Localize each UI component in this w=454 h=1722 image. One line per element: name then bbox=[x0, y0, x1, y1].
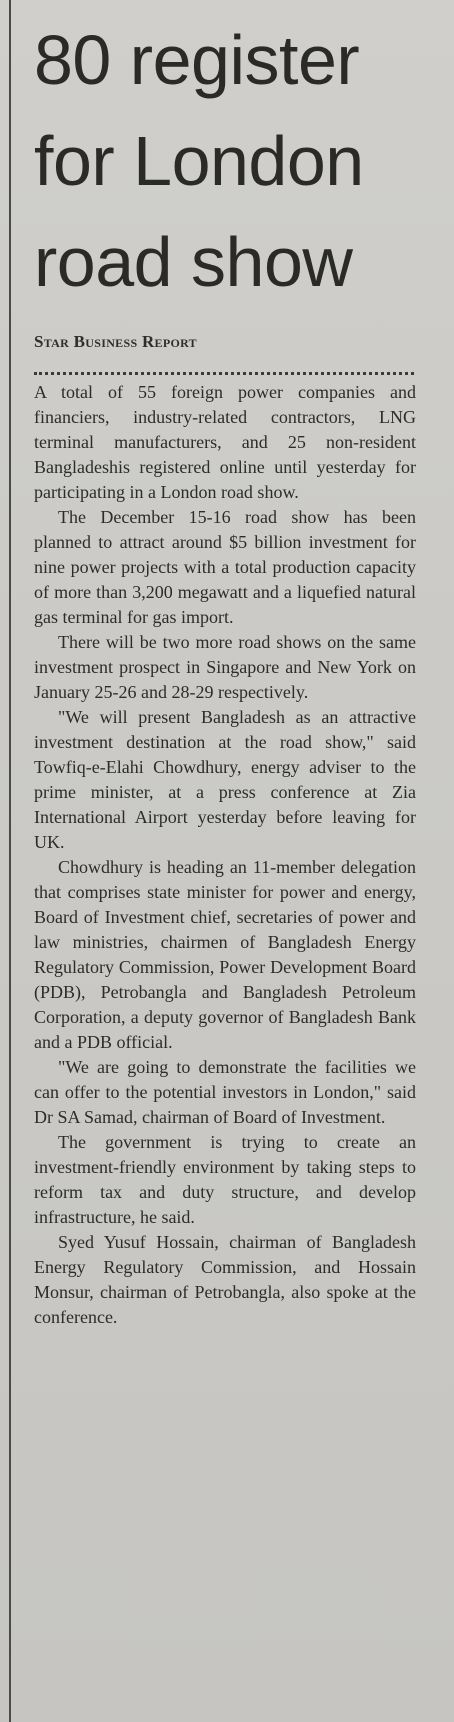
headline-line: 80 register bbox=[34, 21, 360, 99]
paragraph: Chowdhury is heading an 11-member delegation that comprises state minister for power and energy, Board of Investment chief, secretaries of power and law ministries, chairmen of Bangladesh Energy Regulatory Commission, Power Development Board (PDB), Petrobangla and Bangladesh Petroleum Corporation, a deputy governor of Bangladesh Bank and a PDB official. bbox=[34, 857, 416, 1052]
paragraph: "We will present Bangladesh as an attractive investment destination at the road show," said Towfiq-e-Elahi Chowdhury, energy adviser to the prime minister, at a press conference at Zia International Airport yesterday before leaving for UK. bbox=[34, 707, 416, 852]
headline bbox=[34, 10, 444, 313]
paragraph: There will be two more road shows on the same investment prospect in Singapore and New York on January 25-26 and 28-29 respectively. bbox=[34, 632, 416, 702]
paragraph: Syed Yusuf Hossain, chairman of Bangladesh Energy Regulatory Commission, and Hossain Monsur, chairman of Petrobangla, also spoke at the conference. bbox=[34, 1232, 416, 1327]
paragraph: The December 15-16 road show has been planned to attract around $5 billion investment for nine power projects with a total production capacity of more than 3,200 megawatt and a liquefied natural gas terminal for gas import. bbox=[34, 507, 416, 627]
headline-line: for London bbox=[34, 122, 364, 200]
byline: Star Business Report bbox=[34, 332, 197, 351]
paragraph: The government is trying to create an investment-friendly environment by taking steps to reform tax and duty structure, and develop infrastructure, he said. bbox=[34, 1132, 416, 1227]
column-rule bbox=[9, 0, 11, 1722]
paragraph: "We are going to demonstrate the facilities we can offer to the potential investors in London," said Dr SA Samad, chairman of Board of Investment. bbox=[34, 1057, 416, 1127]
paragraph: A total of 55 foreign power companies and financiers, industry-related contractors, LNG terminal manufacturers, and 25 non-resident Bangladeshis registered online until yesterday for participating in a London road show. bbox=[34, 382, 416, 502]
dotted-divider bbox=[34, 372, 414, 375]
article-body bbox=[34, 380, 416, 1330]
headline-line: road show bbox=[34, 223, 353, 301]
